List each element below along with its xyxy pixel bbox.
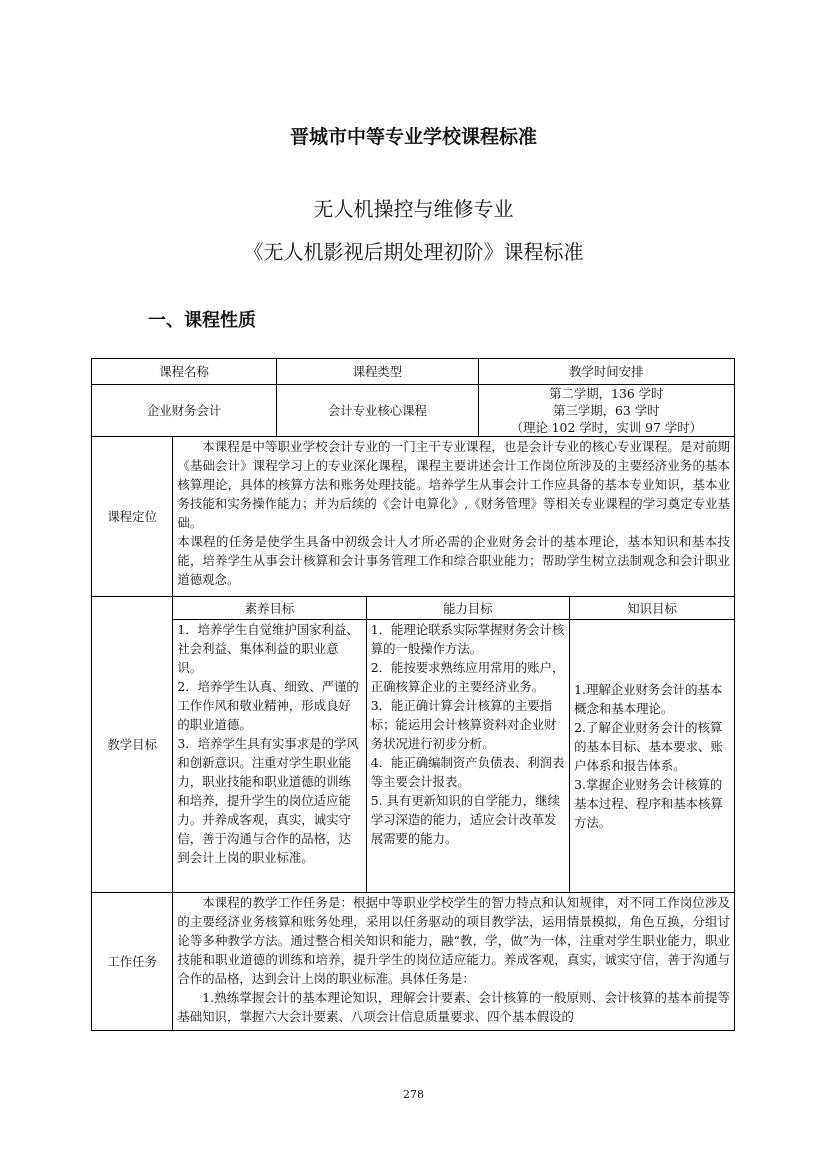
course-info-row	[92, 385, 735, 437]
header-schedule: 教学时间安排	[478, 359, 734, 385]
quality-goals: 1．培养学生自觉维护国家利益、社会利益、集体利益的职业意识。 2．培养学生认真、细致、严谨的工作作风和敬业精神，形成良好的职业道德。 3．培养学生具有实事求是的学风和创新意识。注重对学生职业能力，职业技能和职业道德的训练和培养，提升学生的岗位适应能力。并养成客观，真实，诚实守信，善于沟通与合作的品格，达到会计上岗的职业标准。	[173, 620, 366, 893]
knowledge-goal-header: 知识目标	[570, 597, 735, 620]
positioning-label: 课程定位	[92, 437, 173, 597]
positioning-row	[92, 437, 735, 597]
schedule-line: 第二学期，136 学时	[549, 386, 664, 401]
knowledge-goals: 1.理解企业财务会计的基本概念和基本理论。 2.了解企业财务会计的核算的基本目标、基本要求、账户体系和报告体系。 3.掌握企业财务会计核算的基本过程、程序和基本核算方法。	[570, 620, 735, 893]
goals-header-row	[92, 597, 735, 620]
header-row	[92, 359, 735, 385]
page-number: 278	[403, 1088, 424, 1101]
goals-content-row	[92, 620, 735, 893]
goals-label: 教学目标	[92, 597, 173, 893]
tasks-paragraph: 1.熟练掌握会计的基本理论知识，理解会计要素、会计核算的一般原则、会计核算的基本前提等基础知识，掌握六大会计要素、八项会计信息质量要求、四个基本假设的	[177, 990, 730, 1024]
tasks-paragraph: 本课程的教学工作任务是：根据中等职业学校学生的智力特点和认知规律，对不同工作岗位涉及的主要经济业务核算和账务处理，采用以任务驱动的项目教学法，运用情景模拟，角色互换，分组讨论等多种教学方法。通过整合相关知识和能力，融“教，学，做”为一体，注重对学生职业能力，职业技能和职业道德的训练和培养，提升学生的岗位适应能力。养成客观，真实，诚实守信，善于沟通与合作的品格，达到会计上岗的职业标准。具体任务是：	[177, 895, 730, 986]
schedule-line: （理论 102 学时，实训 97 学时）	[510, 420, 703, 435]
tasks-row	[92, 893, 735, 1031]
section-heading: 一、课程性质	[148, 310, 256, 331]
schedule-line: 第三学期，63 学时	[553, 403, 660, 418]
ability-goals: 1．能理论联系实际掌握财务会计核算的一般操作方法。 2．能按要求熟练应用常用的账户，正确核算企业的主要经济业务。 3．能正确计算会计核算的主要指标；能运用会计核算资料对企业财务状况进行初步分析。 4．能正确编制资产负债表、利润表等主要会计报表。 5. 具有更新知识的自学能力，继续学习深造的能力，适应会计改革发展需要的能力。	[366, 620, 569, 893]
course-name-value: 企业财务会计	[92, 385, 277, 437]
header-course-type: 课程类型	[277, 359, 478, 385]
document-title: 晋城市中等专业学校课程标准	[289, 126, 537, 148]
positioning-paragraph: 本课程的任务是使学生具备中初级会计人才所必需的企业财务会计的基本理论，基本知识和基本技能，培养学生从事会计核算和会计事务管理工作和综合职业能力；帮助学生树立法制观念和会计职业道德观念。	[177, 534, 730, 587]
quality-goal-header: 素养目标	[173, 597, 366, 620]
schedule-value	[478, 385, 734, 437]
course-subtitle: 《无人机影视后期处理初阶》课程标准	[243, 240, 584, 264]
major-subtitle: 无人机操控与维修专业	[313, 197, 514, 221]
ability-goal-header: 能力目标	[366, 597, 569, 620]
positioning-content	[173, 437, 735, 597]
tasks-label: 工作任务	[92, 893, 173, 1031]
positioning-paragraph: 本课程是中等职业学校会计专业的一门主干专业课程，也是会计专业的核心专业课程。是对前期《基础会计》课程学习上的专业深化课程，课程主要讲述会计工作岗位所涉及的主要经济业务的基本核算理论，具体的核算方法和账务处理技能。培养学生从事会计工作应具备的基本专业知识，基本业务技能和实务操作能力；并为后续的《会计电算化》,《财务管理》等相关专业课程的学习奠定专业基础。	[177, 439, 730, 530]
course-type-value: 会计专业核心课程	[277, 385, 478, 437]
course-standard-table	[91, 358, 735, 1031]
tasks-content	[173, 893, 735, 1031]
header-course-name: 课程名称	[92, 359, 277, 385]
